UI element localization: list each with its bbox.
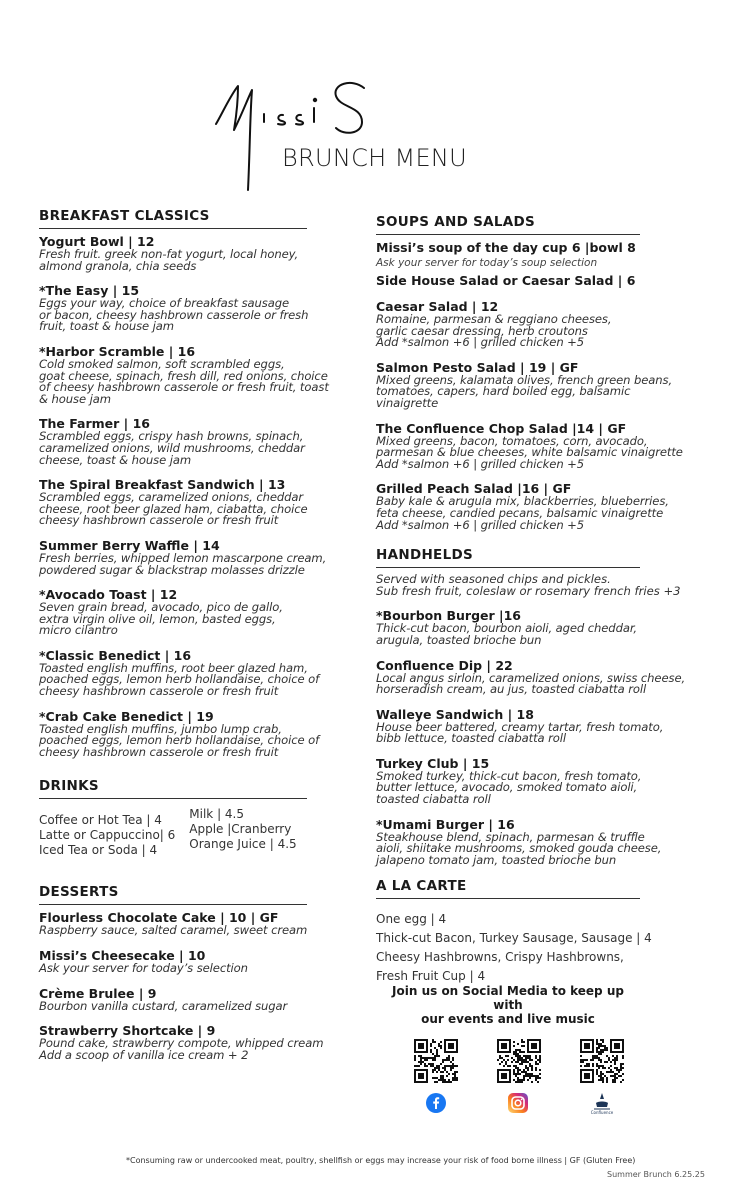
description-line: butter lettuce, avocado, smoked tomato aioli, [376,780,638,795]
description-line: Scrambled eggs, caramelized onions, cheddar [39,490,304,505]
menu-item-description [376,768,696,807]
description-line: Toasted english muffins, root beer glazed ham, [39,660,308,675]
menu-item [376,300,696,349]
description-line: horseradish cream, au jus, toasted ciabatta roll [376,682,647,697]
menu-item [376,361,696,410]
description-line: poached eggs, lemon herb hollandaise, choice of [39,672,320,687]
menu-item-name: Strawberry Shortcake | 9 [39,1023,216,1039]
left-column [39,208,339,1073]
description-line: extra virgin olive oil, lemon, basted eggs, [39,611,276,626]
a-la-carte-item: Fresh Fruit Cup | 4 [376,969,486,984]
description-line: almond granola, chia seeds [39,258,197,273]
menu-item-description [376,719,696,746]
menu-item-name: *The Easy | 15 [39,283,140,299]
qr-code-website[interactable] [580,1039,624,1083]
description-line: Thick-cut bacon, bourbon aioli, aged cheddar, [376,621,638,636]
description-line: Raspberry sauce, salted caramel, sweet cream [39,923,308,938]
soups-salads-heading: SOUPS AND SALADS [376,214,640,235]
description-line: Toasted english muffins, jumbo lump crab, [39,721,282,736]
menu-item [376,708,696,745]
a-la-carte-item: Thick-cut Bacon, Turkey Sausage, Sausage | 4 [376,931,652,946]
description-line: Steakhouse blend, spinach, parmesan & truffle [376,829,645,844]
handhelds-note-line: Sub fresh fruit, coleslaw or rosemary french fries +3 [376,583,681,598]
menu-item-description [39,721,339,759]
menu-version-stamp: Summer Brunch 6.25.25 [607,1170,705,1179]
description-line: Baby kale & arugula mix, blackberries, blueberries, [376,494,669,509]
menu-item-description [376,496,696,531]
drink-item: Latte or Cappuccino| 6 [39,828,176,843]
drinks-right-list [189,807,296,858]
description-line: & house jam [39,391,111,406]
menu-item [39,649,339,698]
footer-disclaimer: *Consuming raw or undercooked meat, poultry, shellfish or eggs may increase your risk of food borne illness | GF (Gluten Free) [126,1156,636,1165]
menu-item-name: Salmon Pesto Salad | 19 | GF [376,359,579,375]
qr-code-instagram[interactable] [497,1039,541,1083]
description-line: Eggs your way, choice of breakfast sausage [39,296,289,311]
menu-item-name: The Farmer | 16 [39,416,150,432]
menu-item-description [39,998,339,1013]
description-line: Smoked turkey, thick-cut bacon, fresh tomato, [376,768,642,783]
qr-code-facebook[interactable] [414,1039,458,1083]
menu-item [39,539,339,576]
menu-item-name: Flourless Chocolate Cake | 10 | GF [39,910,279,926]
menu-item-description [39,925,339,937]
drink-item: Apple |Cranberry [189,822,292,837]
description-line: Fresh berries, whipped lemon mascarpone cream, [39,550,327,565]
menu-item-description [376,623,696,646]
description-line: Cold smoked salmon, soft scrambled eggs, [39,356,285,371]
missis-logo [212,78,372,196]
menu-item-name: The Spiral Breakfast Sandwich | 13 [39,477,286,493]
drinks-heading: DRINKS [39,778,307,799]
breakfast-list [39,235,339,758]
menu-item-description [376,314,696,349]
salads-list [376,300,696,531]
menu-item-description [39,431,339,466]
drink-item: Iced Tea or Soda | 4 [39,843,158,858]
menu-item-name: *Crab Cake Benedict | 19 [39,708,214,724]
menu-item-name: *Classic Benedict | 16 [39,647,192,663]
menu-item-description [39,602,339,637]
drinks-list [39,807,339,858]
menu-item-name: Missi’s Cheesecake | 10 [39,948,206,964]
menu-item-name: *Bourbon Burger |16 [376,608,521,624]
drink-item: Milk | 4.5 [189,807,245,822]
menu-item-description [376,433,696,471]
description-line: Romaine, parmesan & reggiano cheeses, [376,312,612,326]
description-line: cheese, toast & house jam [39,452,192,467]
description-line: House beer battered, creamy tartar, fresh tomato, [376,719,664,734]
menu-item-description [39,660,339,699]
description-line: Pound cake, strawberry compote, whipped cream [39,1036,324,1051]
menu-item-name: Caesar Salad | 12 [376,299,499,314]
description-line: or bacon, cheesy hashbrown casserole or fresh [39,307,309,322]
menu-item-description [39,1038,339,1061]
menu-item [39,710,339,759]
description-line: Mixed greens, kalamata olives, french green beans, [376,372,673,387]
handhelds-list [376,609,696,866]
drink-item: Orange Juice | 4.5 [189,837,297,852]
description-line: Bourbon vanilla custard, caramelized sugar [39,998,288,1013]
side-salad: Side House Salad or Caesar Salad | 6 [376,273,636,288]
menu-item-description [39,963,339,975]
menu-item-description [39,550,339,577]
description-line: aioli, shiitake mushrooms, smoked gouda cheese, [376,841,662,856]
menu-item [39,235,339,272]
menu-item-name: Yogurt Bowl | 12 [39,234,155,249]
menu-item-description [39,249,339,272]
menu-item [376,818,696,867]
menu-item [376,422,696,471]
right-column [376,214,696,987]
description-line: jalapeno tomato jam, toasted brioche bun [376,852,617,867]
menu-item [39,417,339,466]
description-line: toasted ciabatta roll [376,792,491,807]
handhelds-note [376,574,696,597]
description-line: feta cheese, candied pecans, balsamic vinaigrette [376,505,664,520]
soup-of-the-day: Missi’s soup of the day cup 6 |bowl 8 [376,240,636,255]
description-line: cheesy hashbrown casserole or fresh fruit [39,744,279,759]
menu-item [39,284,339,333]
description-line: Add a scoop of vanilla ice cream + 2 [39,1047,249,1062]
handhelds-heading: HANDHELDS [376,547,640,568]
menu-item-name: *Umami Burger | 16 [376,816,515,832]
description-line: cheese, root beer glazed ham, ciabatta, choice [39,501,308,516]
description-line: bibb lettuce, toasted ciabatta roll [376,731,567,746]
menu-item [39,588,339,637]
menu-item-name: Turkey Club | 15 [376,755,490,771]
description-line: goat cheese, spinach, fresh dill, red onions, choice [39,368,328,383]
description-line: tomatoes, capers, hard boiled egg, balsamic vinaigrette [376,384,631,410]
description-line: of cheesy hashbrown casserole or fresh fruit, toast [39,380,329,395]
qr-codes [414,1039,624,1083]
facebook-icon[interactable] [426,1093,446,1113]
description-line: Scrambled eggs, crispy hash browns, spinach, [39,429,304,444]
menu-item-description [376,670,696,697]
description-line: Fresh fruit. greek non-fat yogurt, local honey, [39,247,299,261]
description-line: fruit, toast & house jam [39,319,174,334]
description-line: Add *salmon +6 | grilled chicken +5 [376,517,585,532]
menu-item-name: Confluence Dip | 22 [376,657,513,673]
description-line: poached eggs, lemon herb hollandaise, choice of [39,733,320,748]
menu-item-description [376,829,696,867]
breakfast-classics-heading: BREAKFAST CLASSICS [39,208,307,229]
confluence-logo[interactable] [590,1091,614,1115]
description-line: Add *salmon +6 | grilled chicken +5 [376,456,585,471]
a-la-carte-item: One egg | 4 [376,912,447,927]
description-line: garlic caesar dressing, herb croutons [376,323,588,338]
handhelds-note-line: Served with seasoned chips and pickles. [376,572,611,587]
menu-item-name: *Avocado Toast | 12 [39,587,178,603]
menu-item [376,757,696,806]
menu-item-name: Grilled Peach Salad |16 | GF [376,481,572,497]
menu-item-name: Walleye Sandwich | 18 [376,706,534,722]
menu-item [39,345,339,405]
desserts-list [39,911,339,1061]
menu-item-description [39,298,339,333]
menu-item-name: The Confluence Chop Salad |14 | GF [376,420,627,436]
menu-item [376,482,696,531]
description-line: Add *salmon +6 | grilled chicken +5 [376,335,585,350]
social-icons [426,1093,614,1115]
menu-item [376,609,696,646]
soup-note: Ask your server for today’s soup selection [376,257,598,269]
a-la-carte-item: Cheesy Hashbrowns, Crispy Hashbrowns, [376,950,624,965]
description-line: caramelized onions, wild mushrooms, cheddar [39,440,305,455]
description-line: Mixed greens, bacon, tomatoes, corn, avocado, [376,433,648,448]
menu-item-description [39,492,339,527]
drinks-left-list [39,813,175,858]
description-line: micro cilantro [39,623,118,638]
menu-subtitle: BRUNCH MENU [282,144,468,172]
description-line: powdered sugar & blackstrap molasses drizzle [39,562,305,577]
menu-item-name: Summer Berry Waffle | 14 [39,537,220,553]
menu-item-name: Crème Brulee | 9 [39,985,157,1001]
a-la-carte-list [376,911,696,984]
menu-item [39,949,339,975]
menu-item [39,987,339,1013]
social-text-line: Join us on Social Media to keep up with [392,984,624,1012]
menu-item-description [376,372,696,410]
social-text-line: our events and live music [421,1012,595,1026]
description-line: Seven grain bread, avocado, pico de gallo, [39,600,283,615]
social-media-block [380,984,636,1115]
menu-item-description [39,356,339,406]
a-la-carte-heading: A LA CARTE [376,878,640,899]
menu-item [376,659,696,696]
desserts-heading: DESSERTS [39,884,307,905]
description-line: cheesy hashbrown casserole or fresh fruit [39,513,279,528]
menu-item [39,1024,339,1061]
instagram-icon[interactable] [508,1093,528,1113]
description-line: Local angus sirloin, caramelized onions, swiss cheese, [376,670,686,685]
description-line: Ask your server for today’s selection [39,961,248,976]
svg-text:Confluence: Confluence [590,1110,614,1115]
description-line: parmesan & blue cheeses, white balsamic vinaigrette [376,445,683,460]
drink-item: Coffee or Hot Tea | 4 [39,813,162,828]
description-line: cheesy hashbrown casserole or fresh fruit [39,684,279,699]
menu-item-name: *Harbor Scramble | 16 [39,343,196,359]
menu-item [39,911,339,937]
menu-item [39,478,339,527]
description-line: arugula, toasted brioche bun [376,632,542,647]
